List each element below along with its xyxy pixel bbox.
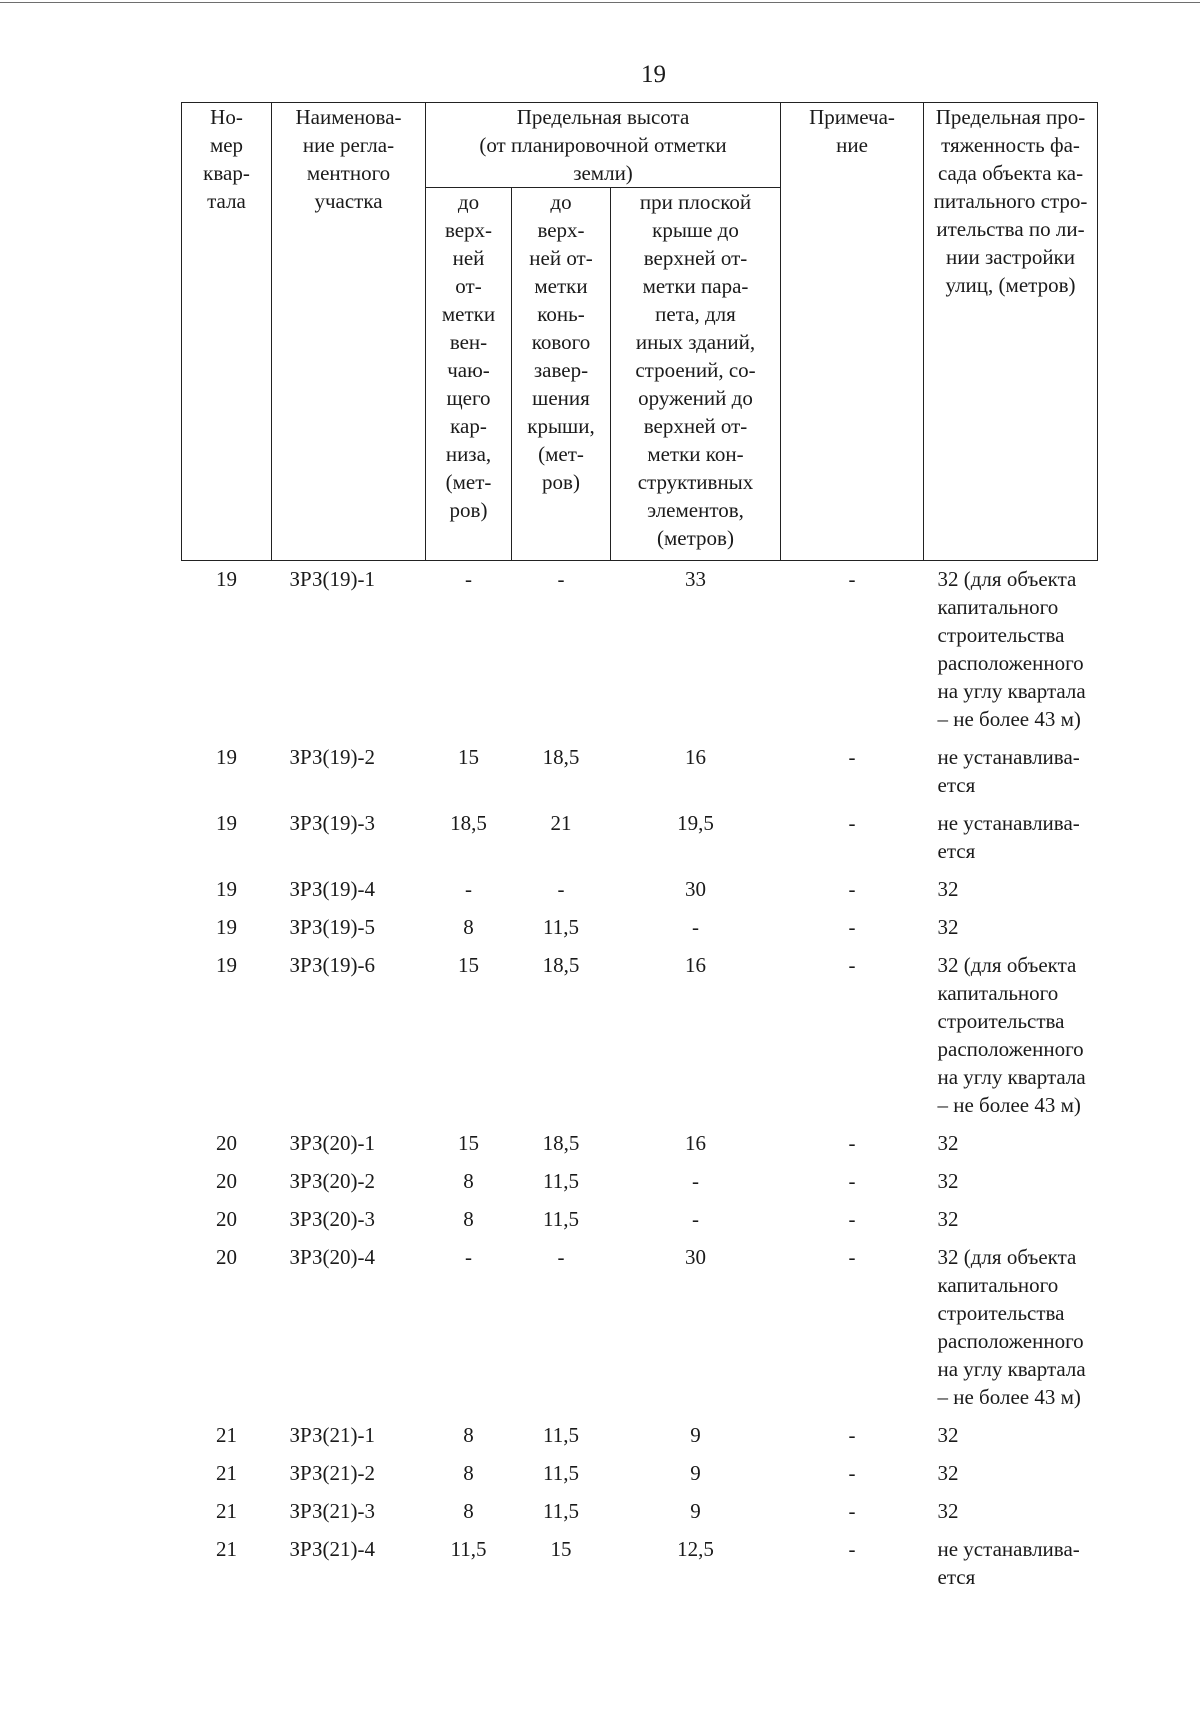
table-row <box>182 1531 1098 1597</box>
cell-quarter: 21 <box>216 1499 237 1523</box>
cell-plot-name: ЗРЗ(20)-1 <box>289 1131 375 1155</box>
cell-plot-name: ЗРЗ(19)-3 <box>289 811 375 835</box>
table-row <box>182 1125 1098 1163</box>
table-row <box>182 739 1098 805</box>
cell-quarter: 21 <box>216 1461 237 1485</box>
cell-facade-length: 32 <box>937 1461 959 1485</box>
header-note: Примеча- ние <box>781 103 924 561</box>
table-row <box>182 1239 1098 1417</box>
cell-height-cornice: 8 <box>463 1207 474 1231</box>
header-quarter-number: Но- мер квар- тала <box>182 103 272 561</box>
table-row <box>182 561 1098 740</box>
cell-note: - <box>848 811 856 835</box>
cell-height-flat-roof: 30 <box>685 877 706 901</box>
cell-height-cornice: - <box>465 877 472 901</box>
table-row <box>182 805 1098 871</box>
cell-facade-length: 32 <box>937 1169 959 1193</box>
header-height-cornice: до верх- ней от- метки вен- чаю- щего кар- низа, (мет- ров) <box>426 188 512 561</box>
cell-height-flat-roof: - <box>692 1169 699 1193</box>
cell-facade-length: не устанавлива- ется <box>937 811 1080 863</box>
cell-note: - <box>848 1131 856 1155</box>
cell-height-cornice: 8 <box>463 1499 474 1523</box>
table-row <box>182 947 1098 1125</box>
cell-facade-length: 32 <box>937 1131 959 1155</box>
cell-height-cornice: 8 <box>463 1461 474 1485</box>
cell-quarter: 20 <box>216 1169 237 1193</box>
cell-height-flat-roof: 9 <box>690 1423 701 1447</box>
cell-height-cornice: 8 <box>463 1169 474 1193</box>
cell-height-flat-roof: 19,5 <box>677 811 714 835</box>
header-height-ridge: до верх- ней от- метки конь- кового завер- шения крыши, (мет- ров) <box>512 188 611 561</box>
cell-quarter: 19 <box>216 811 237 835</box>
cell-facade-length: 32 (для объекта капитального строительства расположенного на углу квартала – не более 43 м) <box>937 953 1086 1117</box>
cell-height-ridge: 11,5 <box>543 1461 579 1485</box>
cell-facade-length: 32 <box>937 915 959 939</box>
cell-quarter: 19 <box>216 877 237 901</box>
cell-note: - <box>848 953 856 977</box>
cell-plot-name: ЗРЗ(19)-4 <box>289 877 375 901</box>
header-row-main <box>182 103 1098 188</box>
cell-quarter: 19 <box>216 745 237 769</box>
cell-height-flat-roof: 9 <box>690 1461 701 1485</box>
cell-height-ridge: - <box>557 567 565 591</box>
cell-quarter: 20 <box>216 1131 237 1155</box>
page-number: 19 <box>641 61 666 88</box>
cell-height-ridge: 11,5 <box>543 1207 579 1231</box>
header-facade-length: Предельная про- тяженность фа- сада объекта ка- питального стро- ительства по ли- нии застройки улиц, (метров) <box>924 103 1098 561</box>
table-row <box>182 1493 1098 1531</box>
header-plot-name: Наименова- ние регла- ментного участка <box>272 103 426 561</box>
cell-plot-name: ЗРЗ(19)-1 <box>289 567 375 591</box>
cell-height-flat-roof: 16 <box>685 953 706 977</box>
cell-height-flat-roof: 12,5 <box>677 1537 714 1561</box>
cell-height-cornice: 8 <box>463 1423 474 1447</box>
table-row <box>182 871 1098 909</box>
cell-note: - <box>848 1169 856 1193</box>
cell-plot-name: ЗРЗ(20)-2 <box>289 1169 375 1193</box>
cell-plot-name: ЗРЗ(20)-4 <box>289 1245 375 1269</box>
cell-height-cornice: 15 <box>458 1131 479 1155</box>
cell-height-flat-roof: 30 <box>685 1245 706 1269</box>
cell-height-cornice: 11,5 <box>450 1537 487 1561</box>
cell-height-ridge: 21 <box>550 811 572 835</box>
cell-height-ridge: 18,5 <box>542 1131 580 1155</box>
cell-quarter: 21 <box>216 1537 237 1561</box>
cell-note: - <box>848 1499 856 1523</box>
table-header <box>182 103 1098 561</box>
cell-facade-length: 32 (для объекта капитального строительства расположенного на углу квартала – не более 43 м) <box>937 567 1086 731</box>
cell-facade-length: 32 <box>937 1423 959 1447</box>
cell-facade-length: не устанавлива- ется <box>937 745 1080 797</box>
cell-height-flat-roof: 9 <box>690 1499 701 1523</box>
cell-note: - <box>848 745 856 769</box>
cell-height-cornice: - <box>465 1245 472 1269</box>
cell-note: - <box>848 1245 856 1269</box>
cell-height-cornice: 15 <box>458 953 479 977</box>
cell-note: - <box>848 877 856 901</box>
cell-facade-length: 32 <box>937 1499 959 1523</box>
cell-plot-name: ЗРЗ(21)-3 <box>289 1499 375 1523</box>
cell-facade-length: 32 (для объекта капитального строительства расположенного на углу квартала – не более 43 м) <box>937 1245 1086 1409</box>
cell-height-cornice: 8 <box>463 915 474 939</box>
top-rule <box>0 2 1200 3</box>
cell-height-ridge: 11,5 <box>543 1499 579 1523</box>
cell-height-flat-roof: 16 <box>685 745 706 769</box>
cell-height-flat-roof: - <box>692 1207 699 1231</box>
cell-quarter: 19 <box>216 915 237 939</box>
regulation-table <box>181 102 1098 1597</box>
cell-height-ridge: 11,5 <box>543 915 579 939</box>
cell-note: - <box>848 915 856 939</box>
cell-height-cornice: - <box>465 567 472 591</box>
table-body <box>182 561 1098 1598</box>
cell-height-ridge: 11,5 <box>543 1423 579 1447</box>
cell-plot-name: ЗРЗ(21)-4 <box>289 1537 375 1561</box>
table-row <box>182 1417 1098 1455</box>
table-row <box>182 1201 1098 1239</box>
cell-height-ridge: 11,5 <box>543 1169 579 1193</box>
cell-quarter: 20 <box>216 1245 237 1269</box>
cell-plot-name: ЗРЗ(19)-5 <box>289 915 375 939</box>
table-row <box>182 909 1098 947</box>
cell-quarter: 20 <box>216 1207 237 1231</box>
cell-plot-name: ЗРЗ(21)-2 <box>289 1461 375 1485</box>
cell-note: - <box>848 1423 856 1447</box>
cell-height-ridge: 18,5 <box>542 953 580 977</box>
cell-height-cornice: 15 <box>458 745 479 769</box>
header-height-limit: Предельная высота (от планировочной отметки земли) <box>426 103 781 188</box>
table-row <box>182 1163 1098 1201</box>
cell-height-flat-roof: 33 <box>685 567 706 591</box>
cell-facade-length: 32 <box>937 1207 959 1231</box>
cell-height-flat-roof: - <box>692 915 699 939</box>
cell-height-flat-roof: 16 <box>685 1131 706 1155</box>
cell-facade-length: не устанавлива- ется <box>937 1537 1080 1589</box>
header-height-flat-roof: при плоской крыше до верхней от- метки пара- пета, для иных зданий, строений, со- оружений до верхней от- метки кон- структивных элементов, (метров) <box>611 188 781 561</box>
cell-height-ridge: - <box>557 1245 565 1269</box>
cell-height-ridge: 18,5 <box>542 745 580 769</box>
table-row <box>182 1455 1098 1493</box>
cell-quarter: 19 <box>216 953 237 977</box>
cell-height-cornice: 18,5 <box>450 811 487 835</box>
cell-plot-name: ЗРЗ(21)-1 <box>289 1423 375 1447</box>
cell-note: - <box>848 567 856 591</box>
cell-note: - <box>848 1537 856 1561</box>
cell-plot-name: ЗРЗ(19)-6 <box>289 953 375 977</box>
cell-height-ridge: - <box>557 877 565 901</box>
cell-facade-length: 32 <box>937 877 959 901</box>
cell-quarter: 21 <box>216 1423 237 1447</box>
cell-height-ridge: 15 <box>550 1537 572 1561</box>
cell-note: - <box>848 1207 856 1231</box>
cell-plot-name: ЗРЗ(20)-3 <box>289 1207 375 1231</box>
cell-note: - <box>848 1461 856 1485</box>
cell-plot-name: ЗРЗ(19)-2 <box>289 745 375 769</box>
cell-quarter: 19 <box>216 567 237 591</box>
